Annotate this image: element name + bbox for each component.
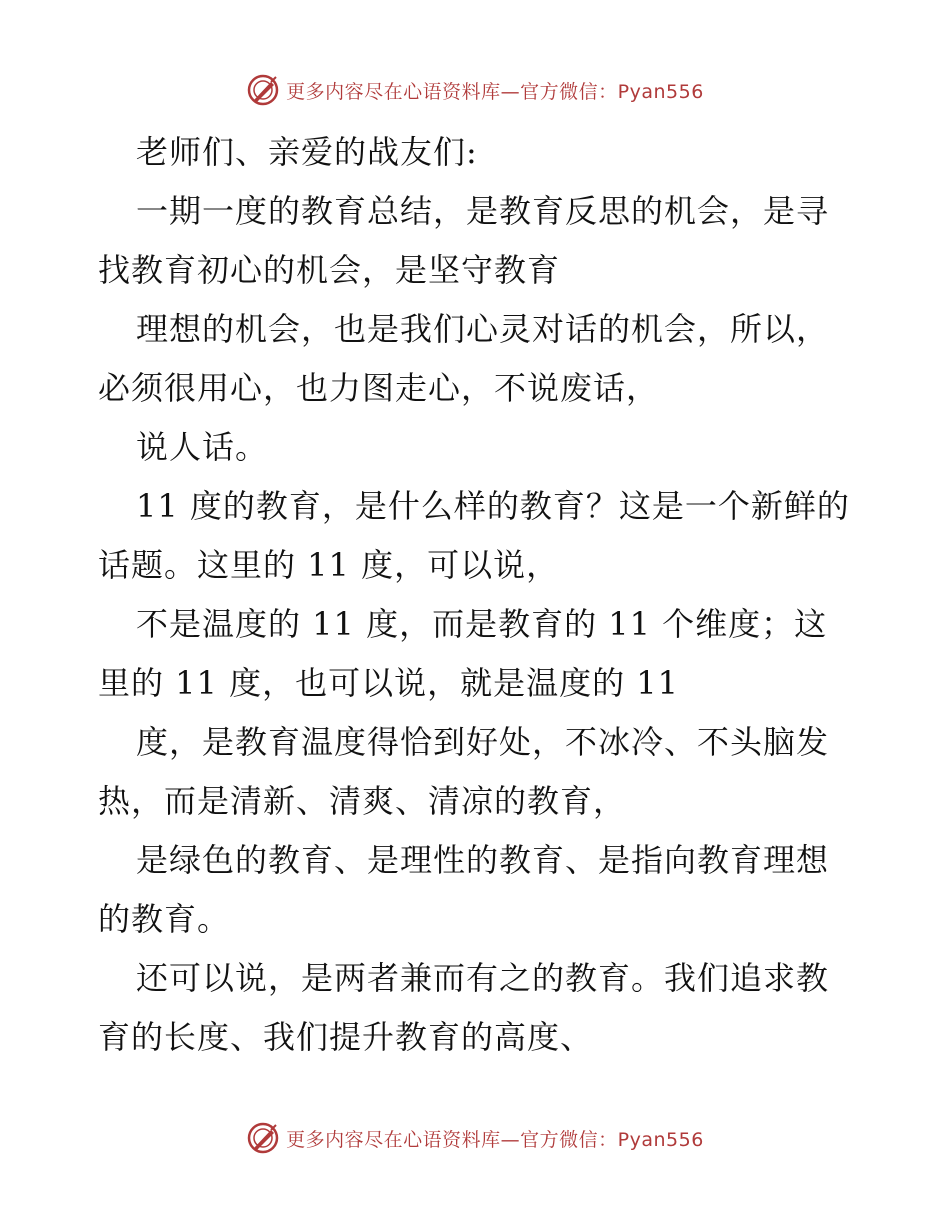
paragraph: 一期一度的教育总结，是教育反思的机会，是寻找教育初心的机会，是坚守教育 [98,192,830,289]
paragraph: 是绿色的教育、是理性的教育、是指向教育理想的教育。 [98,841,830,938]
paragraph: 理想的机会，也是我们心灵对话的机会，所以，必须很用心，也力图走心，不说废话， [98,310,830,407]
paragraph: 还可以说，是两者兼而有之的教育。我们追求教育的长度、我们提升教育的高度、 [98,959,830,1056]
document-body [98,123,858,1067]
paragraph: 不是温度的 11 度，而是教育的 11 个维度；这里的 11 度，也可以说，就是温度的 11 [98,605,828,702]
watermark-text: 更多内容尽在心语资料库—官方微信：Pyan556 [286,80,704,103]
paragraph: 老师们、亲爱的战友们: [136,133,478,171]
header-watermark [0,70,950,110]
paragraph: 说人话。 [136,428,269,466]
watermark-text: 更多内容尽在心语资料库—官方微信：Pyan556 [286,1128,704,1151]
paragraph: 度，是教育温度得恰到好处，不冰冷、不头脑发热，而是清新、清爽、清凉的教育， [98,723,830,820]
paragraph: 11 度的教育，是什么样的教育？这是一个新鲜的话题。这里的 11 度，可以说， [98,487,850,584]
footer-watermark [0,1118,950,1158]
quill-pen-icon [246,73,280,107]
quill-pen-icon [246,1121,280,1155]
